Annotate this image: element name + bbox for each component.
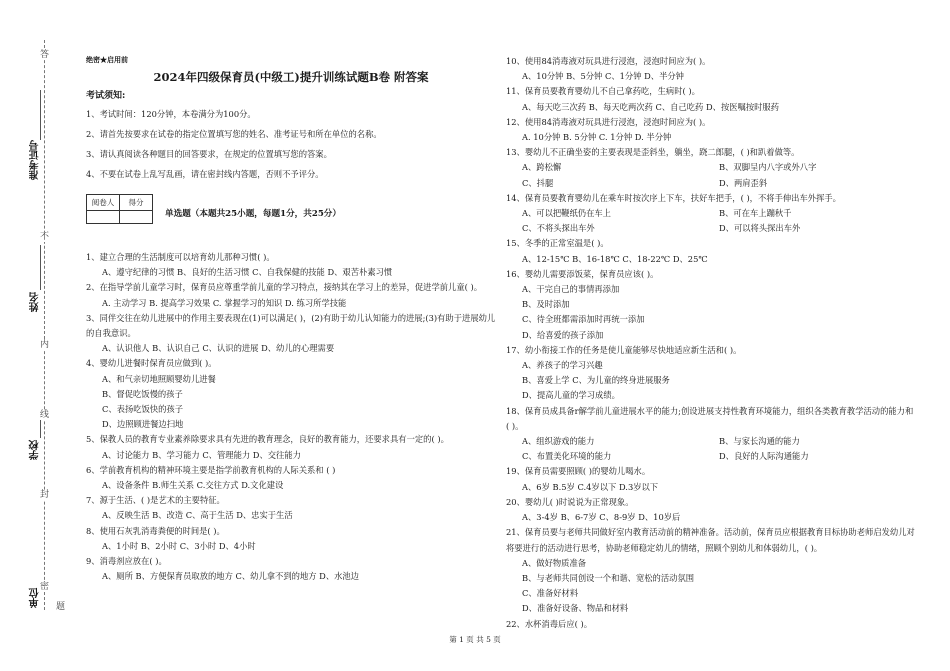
seal-mark: 答 bbox=[40, 50, 50, 60]
question-item bbox=[506, 84, 916, 114]
answer-option[interactable]: A、和气亲切地照顾婴幼儿进餐 bbox=[102, 373, 216, 384]
question-item bbox=[506, 464, 916, 494]
answer-option[interactable]: A、每天吃三次药 B、每天吃两次药 C、自己吃药 D、按医嘱按时服药 bbox=[522, 101, 780, 112]
answer-option[interactable]: C、表扬吃饭快的孩子 bbox=[102, 404, 184, 415]
question-stem: 22、水杯消毒后应( )。 bbox=[506, 618, 593, 629]
answer-option[interactable]: A、设备条件 B.师生关系 C.交往方式 D.文化建设 bbox=[102, 480, 284, 491]
answer-option[interactable]: D、两肩歪斜 bbox=[719, 177, 768, 188]
question-item bbox=[86, 524, 496, 554]
question-item bbox=[86, 554, 496, 584]
seal-mark: 封 bbox=[40, 490, 50, 500]
option-grid bbox=[506, 434, 916, 464]
answer-option[interactable]: A、认识他人 B、认识自己 C、认识的进展 D、幼儿的心理需要 bbox=[102, 343, 335, 354]
question-stem: 15、冬季的正常室温是( )。 bbox=[506, 238, 609, 249]
option-grid bbox=[506, 160, 916, 190]
question-stem: 6、学前教育机构的精神环境主要是指学前教育机构的人际关系和 ( ) bbox=[86, 464, 336, 475]
question-item bbox=[506, 236, 916, 266]
name-label: 姓名 bbox=[30, 292, 41, 312]
question-item bbox=[506, 267, 916, 343]
question-stem: 4、婴幼儿进餐时保育员应做到( )。 bbox=[86, 358, 217, 369]
notice-item: 3、请认真阅读各种题目的回答要求，在规定的位置填写您的答案。 bbox=[86, 149, 332, 159]
page-title: 2024年四级保育员(中级工)提升训练试题B卷 附答案 bbox=[153, 70, 429, 84]
answer-option[interactable]: A. 主动学习 B. 提高学习效果 C. 掌握学习的知识 D. 练习所学技能 bbox=[102, 297, 347, 308]
answer-option[interactable]: A、3-4岁 B、6-7岁 C、8-9岁 D、10岁后 bbox=[522, 512, 681, 523]
answer-option[interactable]: C、不将头探出车外 bbox=[522, 223, 595, 234]
notice-item: 1、考试时间：120分钟，本卷满分为100分。 bbox=[86, 109, 256, 119]
question-item bbox=[506, 54, 916, 84]
section-title: 单选题（本题共25小题，每题1分，共25分） bbox=[165, 208, 341, 219]
answer-option[interactable]: A. 10分钟 B. 5分钟 C. 1分钟 D. 半分钟 bbox=[522, 132, 672, 143]
answer-option[interactable]: A、跨松懈 bbox=[522, 162, 562, 173]
question-stem: 14、保育员要教育婴幼儿在乘车时按次序上下车，扶好车把手，( )，不将手伸出车外挥手。 bbox=[506, 192, 841, 203]
question-stem: 9、消毒剂应放在( )。 bbox=[86, 556, 167, 567]
question-item bbox=[506, 145, 916, 191]
answer-option[interactable]: D、可以将头探出车外 bbox=[719, 223, 801, 234]
question-item bbox=[506, 191, 916, 237]
right-column bbox=[506, 54, 916, 632]
answer-option[interactable]: D、给喜爱的孩子添加 bbox=[522, 329, 604, 340]
question-stem: 8、使用石灰乳消毒粪便的时间是( )。 bbox=[86, 525, 225, 536]
reviewer-cell: 阅卷人 bbox=[87, 194, 120, 210]
answer-option[interactable]: C、布置美化环境的能力 bbox=[522, 451, 612, 462]
reviewer-input-cell[interactable] bbox=[87, 211, 120, 224]
answer-option[interactable]: D、良好的人际沟通能力 bbox=[719, 451, 809, 462]
question-stem: 21、保育员要与老师共同做好室内教育活动前的精神准备。活动前，保育员应根据教育目标协助老师启发幼儿对将要进行的活动进行思考，协助老师稳定幼儿的情绪，照顾个别幼儿和体弱幼儿，( )。 bbox=[506, 527, 915, 553]
answer-option[interactable]: B、与家长沟通的能力 bbox=[719, 436, 800, 447]
question-item bbox=[86, 311, 496, 357]
score-row bbox=[86, 188, 496, 224]
answer-option[interactable]: A、干完自己的事情再添加 bbox=[522, 284, 620, 295]
answer-option[interactable]: B、双脚呈内八字或外八字 bbox=[719, 162, 817, 173]
answer-option[interactable]: B、可在车上蹦秋千 bbox=[719, 208, 792, 219]
question-list-right bbox=[506, 54, 916, 632]
question-stem: 5、保教人员的教育专业素养除要求具有先进的教育理念，良好的教育能力，还要求具有一定的( )。 bbox=[86, 434, 449, 445]
answer-option[interactable]: A、厕所 B、方便保育员取放的地方 C、幼儿拿不到的地方 D、水池边 bbox=[102, 571, 360, 582]
answer-option[interactable]: C、准备好材料 bbox=[522, 588, 579, 599]
answer-option[interactable]: A、可以把鞭纸仍在车上 bbox=[522, 208, 611, 219]
exam-number-label: 准考证号 bbox=[30, 140, 41, 180]
question-item bbox=[86, 250, 496, 280]
question-item bbox=[86, 493, 496, 523]
answer-option[interactable]: B、督促吃饭慢的孩子 bbox=[102, 388, 183, 399]
seal-mark: 内 bbox=[40, 340, 50, 350]
seal-mark: 密 bbox=[40, 582, 50, 592]
question-stem: 17、幼小衔接工作的任务是使儿童能够尽快地适应新生活和( )。 bbox=[506, 344, 742, 355]
seal-mark: 不 bbox=[40, 232, 50, 242]
seal-line bbox=[44, 40, 45, 610]
question-stem: 16、婴幼儿需要添饭菜，保育员应该( )。 bbox=[506, 268, 659, 279]
exam-number-blank bbox=[40, 90, 41, 140]
school-label: 学校 bbox=[30, 440, 41, 460]
question-item bbox=[506, 495, 916, 525]
answer-option[interactable]: B、喜爱上学 C、为儿童的终身进展服务 bbox=[522, 375, 670, 386]
question-item bbox=[86, 280, 496, 310]
question-stem: 12、使用84消毒液对玩具进行浸泡，浸泡时间应为( )。 bbox=[506, 116, 711, 127]
option-grid bbox=[506, 206, 916, 236]
binding-margin bbox=[0, 0, 70, 671]
answer-option[interactable]: A、讨论能力 B、学习能力 C、管理能力 D、交往能力 bbox=[102, 449, 301, 460]
question-stem: 19、保育员需要照顾( )的婴幼儿喝水。 bbox=[506, 466, 651, 477]
question-item bbox=[86, 356, 496, 432]
notice-item: 4、不要在试卷上乱写乱画，请在密封线内答题，否则不予评分。 bbox=[86, 169, 324, 179]
seal-mark: 题 bbox=[56, 602, 66, 612]
question-stem: 3、同伴交往在幼儿进展中的作用主要表现在(1)可以满足( )，(2)有助于幼儿认知能力的进展;(3)有助于进展幼儿的自我意识。 bbox=[86, 312, 496, 339]
answer-option[interactable]: A、组织游戏的能力 bbox=[522, 436, 595, 447]
answer-option[interactable]: A、10分钟 B、5分钟 C、1分钟 D、半分钟 bbox=[522, 71, 684, 82]
score-cell: 得分 bbox=[120, 194, 153, 210]
question-stem: 7、源于生活、( )是艺术的主要特征。 bbox=[86, 495, 225, 506]
notice-heading: 考试须知: bbox=[86, 91, 126, 101]
name-blank bbox=[40, 245, 41, 290]
answer-option[interactable]: A、遵守纪律的习惯 B、良好的生活习惯 C、自我保健的技能 D、艰苦朴素习惯 bbox=[102, 267, 393, 278]
question-stem: 1、建立合理的生活制度可以培育幼儿那种习惯( )。 bbox=[86, 252, 275, 262]
answer-option[interactable]: D、提高儿童的学习成绩。 bbox=[522, 390, 620, 401]
seal-mark: 线 bbox=[40, 410, 50, 420]
exam-notice bbox=[86, 88, 496, 182]
answer-option[interactable]: C、待全班都需添加时再统一添加 bbox=[522, 314, 645, 325]
answer-option[interactable]: B、与老师共同创设一个和谐、宽松的活动氛围 bbox=[522, 572, 695, 583]
school-blank bbox=[40, 420, 41, 438]
answer-option[interactable]: A、1小时 B、2小时 C、3小时 D、4小时 bbox=[102, 540, 256, 551]
question-item bbox=[506, 404, 916, 465]
question-stem: 11、保育员要教育婴幼儿不自己拿药吃，生病时( )。 bbox=[506, 86, 700, 97]
question-list-left bbox=[86, 250, 496, 584]
answer-option[interactable]: A、6岁 B.5岁 C.4岁以下 D.3岁以下 bbox=[522, 481, 659, 492]
answer-option[interactable]: D、边照顾进餐边扫地 bbox=[102, 419, 184, 430]
secret-mark: 绝密★启用前 bbox=[86, 55, 128, 64]
question-item bbox=[86, 463, 496, 493]
score-box bbox=[86, 194, 153, 224]
question-item bbox=[86, 432, 496, 462]
left-column bbox=[86, 54, 496, 584]
question-item bbox=[506, 525, 916, 616]
answer-option[interactable]: A、做好物质准备 bbox=[522, 557, 587, 568]
question-item bbox=[506, 115, 916, 145]
unit-label: 单位 bbox=[30, 588, 41, 608]
answer-option[interactable]: A、反映生活 B、改造 C、高于生活 D、忠实于生活 bbox=[102, 510, 293, 521]
page-footer: 第 1 页 共 5 页 bbox=[449, 635, 501, 644]
answer-option[interactable]: D、准备好设备、物品和材料 bbox=[522, 603, 629, 614]
answer-option[interactable]: C、抖腿 bbox=[522, 177, 554, 188]
answer-option[interactable]: A、养孩子的学习兴趣 bbox=[522, 360, 603, 371]
question-stem: 13、婴幼儿不正确坐姿的主要表现是歪斜坐，躺坐，跷二郎腿，( )和趴着做等。 bbox=[506, 147, 800, 158]
answer-option[interactable]: A、12-15℃ B、16-18℃ C、18-22℃ D、25℃ bbox=[522, 253, 708, 264]
question-stem: 10、使用84消毒液对玩具进行浸泡，浸泡时间应为( )。 bbox=[506, 56, 711, 66]
answer-option[interactable]: B、及时添加 bbox=[522, 299, 570, 310]
notice-item: 2、请首先按要求在试卷的指定位置填写您的姓名、准考证号和所在单位的名称。 bbox=[86, 129, 382, 139]
question-stem: 2、在指导学前儿童学习时，保育员应尊重学前儿童的学习特点，接纳其在学习上的差异，促进学前儿童( )。 bbox=[86, 282, 483, 293]
question-item bbox=[506, 617, 916, 632]
score-input-cell[interactable] bbox=[120, 211, 153, 224]
question-stem: 18、保育员成具备r解学前儿童进展水平的能力;创设进展支持性教育环境能力，组织各类教育教学活动的能力和( )。 bbox=[506, 405, 914, 431]
question-item bbox=[506, 343, 916, 404]
question-stem: 20、婴幼儿( )时说说为正常现象。 bbox=[506, 496, 634, 507]
